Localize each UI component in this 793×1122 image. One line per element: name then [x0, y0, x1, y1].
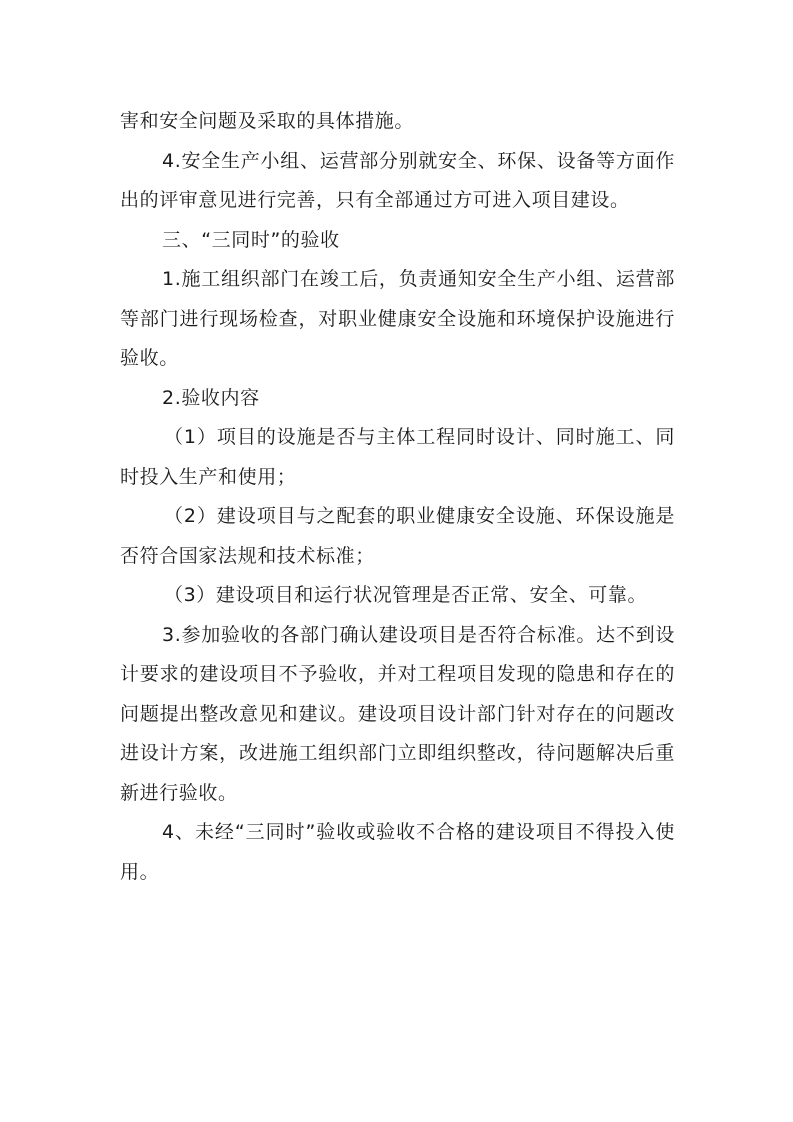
section-heading-three: 三、“三同时”的验收 [162, 228, 340, 251]
paragraph-continuation: 害和安全问题及采取的具体措施。 [120, 110, 415, 132]
paragraph-item-3: 3.参加验收的各部门确认建设项目是否符合标准。达不到设计要求的建设项目不予验收，并对工程项目发现的隐患和存在的问题提出整改意见和建议。建设项目设计部门针对存在的问题改进设计方案，改进施工组织部门立即组织整改，待问题解决后重新进行验收。 [120, 623, 675, 804]
paragraph-item-1: 1.施工组织部门在竣工后，负责通知安全生产小组、运营部等部门进行现场检查，对职业健康安全设施和环境保护设施进行验收。 [120, 268, 675, 369]
sub-item-1: （1）项目的设施是否与主体工程同时设计、同时施工、同时投入生产和使用； [120, 426, 675, 488]
paragraph-item-2: 2.验收内容 [162, 386, 260, 409]
document-body [120, 102, 675, 892]
sub-item-3: （3）建设项目和运行状况管理是否正常、安全、可靠。 [164, 584, 648, 606]
paragraph-item-4: 4.安全生产小组、运营部分别就安全、环保、设备等方面作出的评审意见进行完善，只有全部通过方可进入项目建设。 [120, 149, 675, 211]
sub-item-2: （2）建设项目与之配套的职业健康安全设施、环保设施是否符合国家法规和技术标准； [120, 505, 675, 567]
paragraph-item-4-final: 4、未经“三同时”验收或验收不合格的建设项目不得投入使用。 [120, 821, 675, 883]
